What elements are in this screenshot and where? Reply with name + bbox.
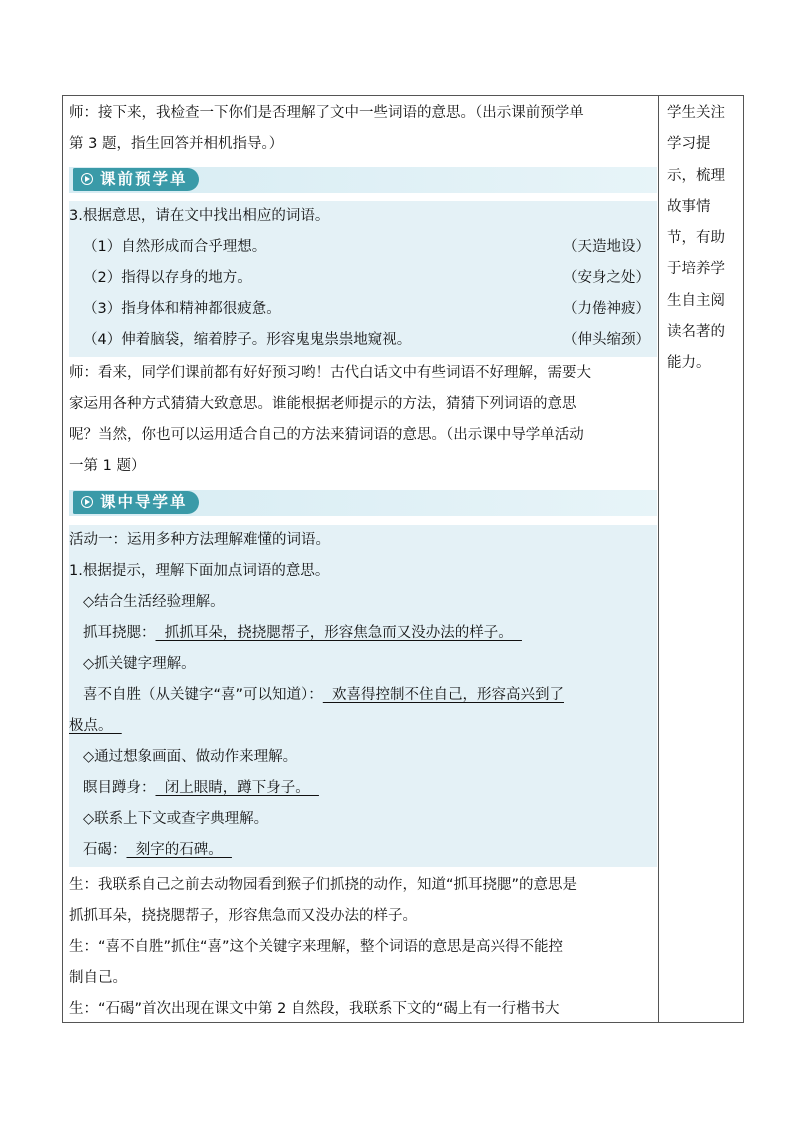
teacher-intro: 师：接下来，我检查一下你们是否理解了文中一些词语的意思。（出示课前预学单 第 3 题，指生回答并相机指导。） xyxy=(69,105,584,152)
method-hint: ◇抓关键字理解。 xyxy=(83,656,196,672)
method-hint: ◇通过想象画面、做动作来理解。 xyxy=(83,749,298,765)
word-answer: 瞑目蹲身： 闭上眼睛，蹲下身子。 xyxy=(83,780,319,796)
teacher-guidance: 师：看来，同学们课前都有好好预习哟！古代白话文中有些词语不好理解，需要大 家运用各种方式猜猜大致意思。谁能根据老师提示的方法，猜猜下列词语的意思 呢？当然，你也可以运用适合自己的方法来猜词语的意思。（出示课中导学单活动 一第 1 题） xyxy=(69,365,591,474)
pre-study-header xyxy=(69,167,657,193)
activity-title: 活动一：运用多种方法理解难懂的词语。 xyxy=(69,532,330,548)
pre-item: （2）指得以存身的地方。 （安身之处） xyxy=(83,270,650,286)
word-answer: 抓耳挠腮： 抓抓耳朵，挠挠腮帮子，形容焦急而又没办法的样子。 xyxy=(83,625,522,641)
pre-item: （1）自然形成而合乎理想。 （天造地设） xyxy=(83,239,650,255)
activity-question: 1.根据提示，理解下面加点词语的意思。 xyxy=(69,563,330,579)
pre-item: （4）伸着脑袋，缩着脖子。形容鬼鬼祟祟地窥视。 （伸头缩颈） xyxy=(83,332,650,348)
pre-item: （3）指身体和精神都很疲惫。 （力倦神疲） xyxy=(83,301,650,317)
word-answer: 喜不自胜（从关键字“喜”可以知道）： 欢喜得控制不住自己，形容高兴到了 xyxy=(83,687,564,703)
play-icon xyxy=(81,496,93,508)
in-class-block xyxy=(69,525,657,867)
pre-question: 3.根据意思，请在文中找出相应的词语。 xyxy=(69,208,330,224)
in-class-tag: 课中导学单 xyxy=(73,491,199,514)
in-class-header xyxy=(69,490,657,516)
column-divider xyxy=(658,96,659,1022)
design-intent-note: 学生关注 学习提 示，梳理 故事情 节，有助 于培养学 生自主阅 读名著的 能力。 xyxy=(667,105,725,372)
method-hint: ◇结合生活经验理解。 xyxy=(83,594,225,610)
student-answers: 生：我联系自己之前去动物园看到猴子们抓挠的动作，知道“抓耳挠腮”的意思是 抓抓耳朵，挠挠腮帮子，形容焦急而又没办法的样子。 生：“喜不自胜”抓住“喜”这个关键字来理解，整个词语的意思是高兴得不能控 制自己。 生：“石碣”首次出现在课文中第 2 自然段，我联系下文的“碣上有一行楷书大 xyxy=(69,877,578,1017)
pre-study-tag: 课前预学单 xyxy=(73,168,199,191)
word-answer: 石碣： 刻字的石碑。 xyxy=(83,842,232,858)
method-hint: ◇联系上下文或查字典理解。 xyxy=(83,811,269,827)
word-answer-continued: 极点。 xyxy=(69,718,122,734)
pre-study-block xyxy=(69,201,657,357)
lesson-table xyxy=(62,95,744,1023)
play-icon xyxy=(81,173,93,185)
